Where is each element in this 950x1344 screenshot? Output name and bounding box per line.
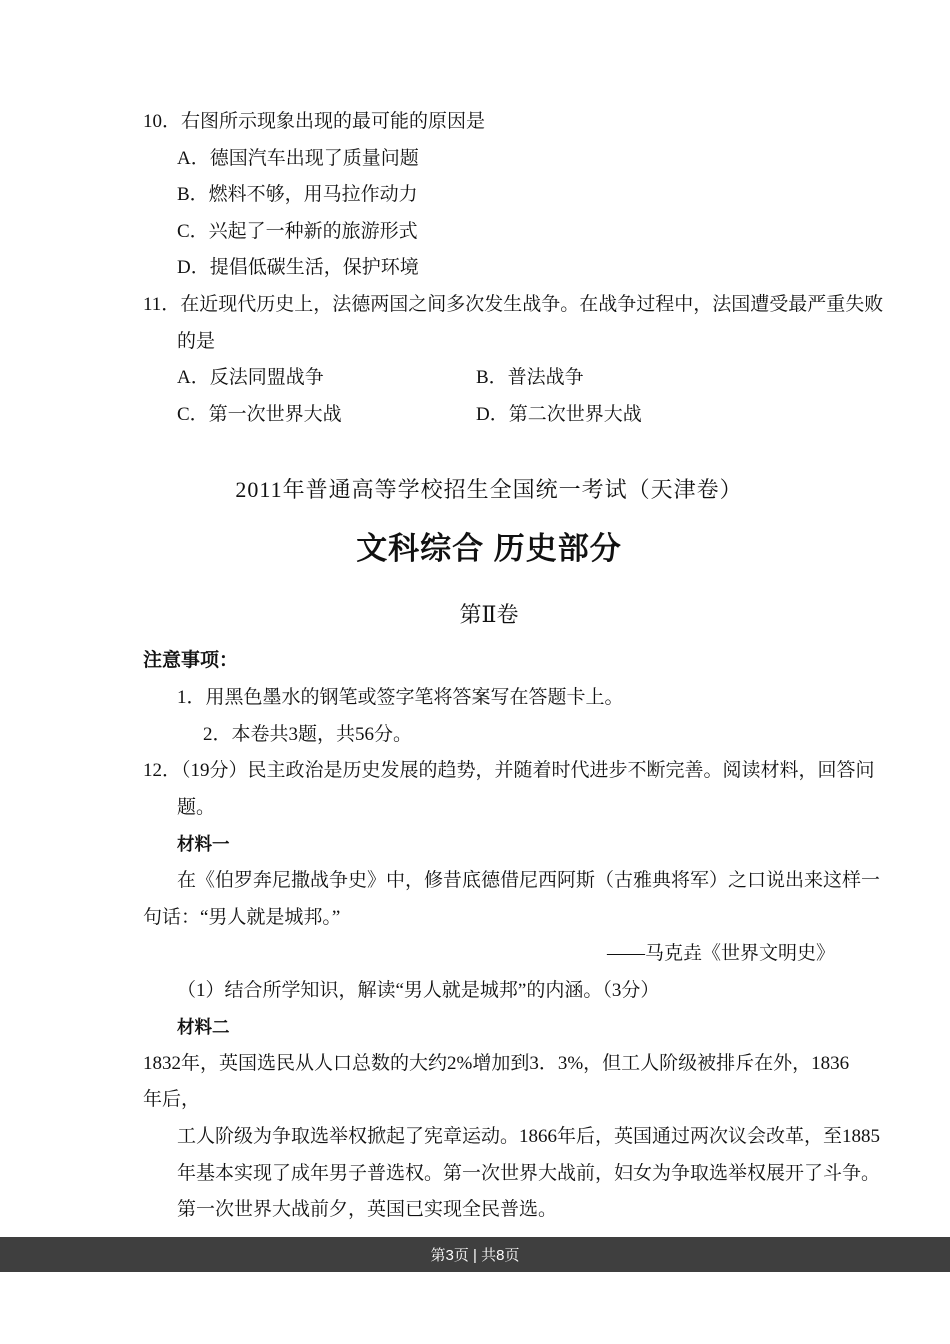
question-11-option-c: C．第一次世界大战 [177,403,342,425]
notes-heading: 注意事项： [143,650,239,672]
question-10 [143,104,835,287]
question-11-option-b: B．普法战争 [476,367,584,389]
notes-item-2: 2．本卷共3题，共56分。 [203,723,413,745]
material-1-label: 材料一 [177,834,230,855]
question-10-option-d: D．提倡低碳生活，保护环境 [177,257,419,279]
material-2-line-2: 年后， [143,1089,201,1111]
page-number-indicator: 第3页 | 共8页 [430,1247,520,1264]
question-12-text-line2: 题。 [177,796,216,818]
question-12-stem: （19分）民主政治是历史发展的趋势，并随着时代进步不断完善。阅读材料，回答问 [181,760,875,782]
question-11-stem: 在近现代历史上，法德两国之间多次发生战争。在战争过程中，法国遭受最严重失败 [180,293,884,315]
question-12-number: 12． [143,760,182,782]
section-title: 第Ⅱ卷 [459,602,519,628]
question-12 [143,753,881,1229]
question-11-option-row-1 [143,360,835,397]
question-10-option-b: B．燃料不够，用马拉作动力 [177,184,418,206]
question-10-text [143,104,835,141]
question-11-option-row-2 [143,397,835,434]
notes-item-1: 1．用黑色墨水的钢笔或签字笔将答案写在答题卡上。 [177,686,624,708]
question-10-option-c: C．兴起了一种新的旅游形式 [177,220,418,242]
question-11-option-d: D．第二次世界大战 [476,403,642,425]
notes [143,643,835,753]
question-12-subquestion-1: （1）结合所学知识，解读“男人就是城邦”的内涵。（3分） [177,979,660,1001]
page-footer [0,1237,950,1272]
question-12-text-line1 [143,753,875,790]
question-10-option-a: A．德国汽车出现了质量问题 [177,147,419,169]
question-11-text-line1 [143,287,884,324]
material-2-line-5: 第一次世界大战前夕，英国已实现全民普选。 [177,1199,558,1221]
question-11 [143,287,884,433]
question-10-number: 10． [143,111,182,132]
question-10-stem: 右图所示现象出现的最可能的原因是 [181,111,486,132]
exam-title: 2011年普通高等学校招生全国统一考试（天津卷） [235,477,743,503]
material-1-line-2: 句话：“男人就是城邦。” [143,906,341,928]
material-1-source: ——马克垚《世界文明史》 [606,943,835,965]
subject-title: 文科综合 历史部分 [356,531,622,567]
material-2-label: 材料二 [177,1017,230,1038]
material-2-line-1: 1832年，英国选民从人口总数的大约2%增加到3．3%，但工人阶级被排斥在外，1836 [143,1052,850,1074]
material-2-line-4: 年基本实现了成年男子普选权。第一次世界大战前，妇女为争取选举权展开了斗争。 [177,1162,881,1184]
material-2-line-3: 工人阶级为争取选举权掀起了宪章运动。1866年后，英国通过两次议会改革，至1885 [177,1126,881,1148]
question-11-number: 11． [143,293,181,315]
page-content [143,104,884,1229]
question-11-text-line2: 的是 [177,330,216,352]
question-11-option-a: A．反法同盟战争 [177,367,324,389]
material-1-line-1: 在《伯罗奔尼撒战争史》中，修昔底德借尼西阿斯（古雅典将军）之口说出来这样一 [177,869,881,891]
